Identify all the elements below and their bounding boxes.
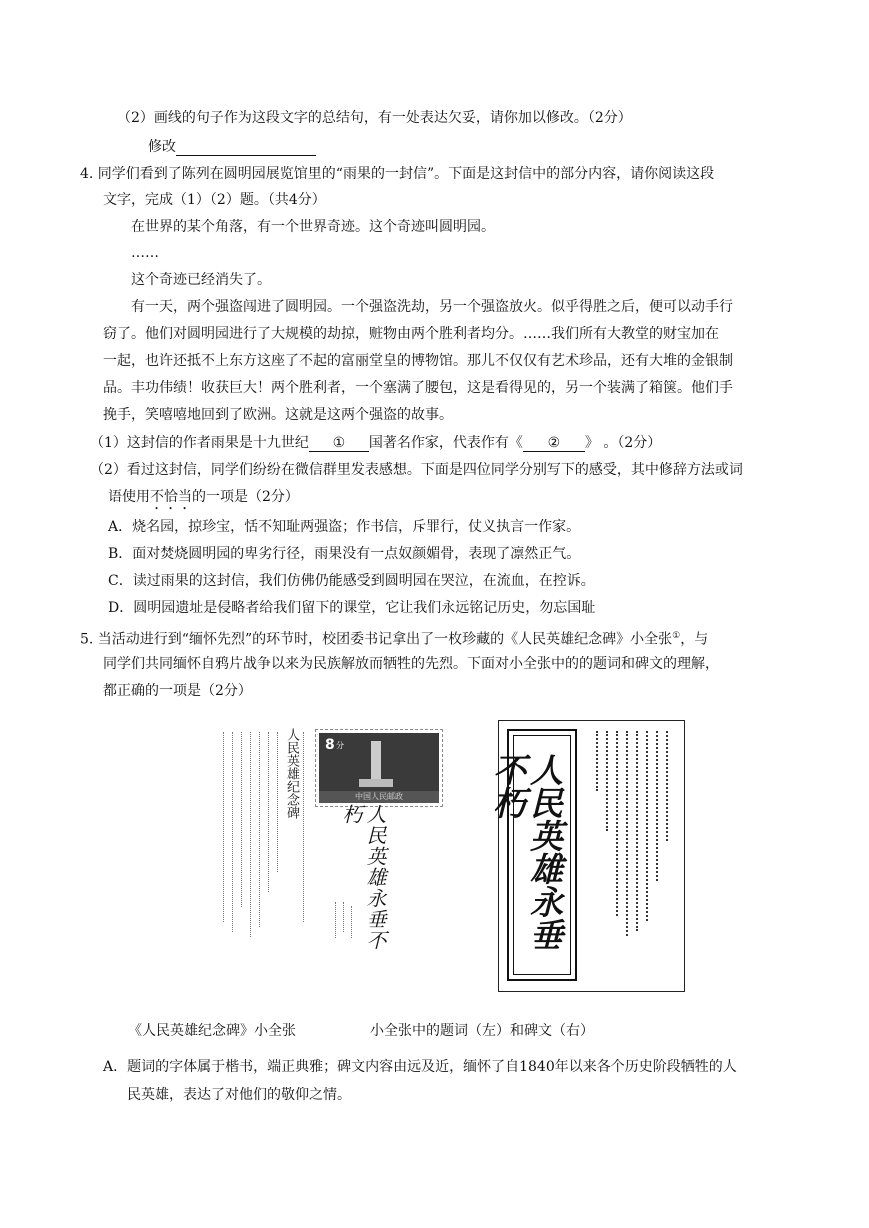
calligraphy-box xyxy=(488,729,577,981)
q5-stem-line1-post: ，与 xyxy=(680,631,709,648)
stamp-image xyxy=(316,730,442,806)
caption-right: 小全张中的题词（左）和碑文（右） xyxy=(370,1023,594,1039)
q4-excerpt-ellipsis: …… xyxy=(131,245,159,261)
q4-sub1-pre: （1）这封信的作者雨果是十九世纪 xyxy=(90,435,309,451)
calligraphy-inscription-right: 人民英雄永垂不朽 xyxy=(488,753,564,951)
q4-sub2-post: 的一项是（2分） xyxy=(192,489,299,505)
q5-stem-line3: 都正确的一项是（2分） xyxy=(103,683,252,699)
q5-option-a-line1: A．题词的字体属于楷书，端正典雅；碑文内容由远及近，缅怀了自1840年以来各个历史阶段牺牲的人 xyxy=(103,1059,737,1075)
stamp-banner: 中国人民邮政 xyxy=(319,791,439,803)
q4-stem-line1: 4. 同学们看到了陈列在圆明园展览馆里的“雨果的一封信”。下面是这封信中的部分内容，请你阅读这段 xyxy=(80,166,715,182)
q4-excerpt-p1: 在世界的某个角落，有一个世界奇迹。这个奇迹叫圆明园。 xyxy=(131,219,495,235)
q4-sub1 xyxy=(90,434,661,452)
q4-excerpt-p2: 这个奇迹已经消失了。 xyxy=(131,272,271,288)
q3-2-prompt: （2）画线的句子作为这段文字的总结句，有一处表达欠妥，请你加以修改。（2分） xyxy=(117,110,632,126)
q4-option-c: C．读过雨果的这封信，我们仿佛仍能感受到圆明园在哭泣，在流血，在控诉。 xyxy=(108,573,595,589)
q5-stem-line1 xyxy=(80,627,708,649)
stamp-unit: 分 xyxy=(336,741,344,750)
q5-footnote-mark: ① xyxy=(672,631,681,641)
q4-excerpt-p3-l3: 一起，也许还抵不上东方这座了不起的富丽堂皇的博物馆。那儿不仅仅有艺术珍品，还有大堆的金银制 xyxy=(103,353,733,369)
q3-2-fix-blank[interactable] xyxy=(176,139,316,156)
q4-stem-line2: 文字，完成（1）（2）题。（共4分） xyxy=(103,192,326,208)
q4-sub2-pre: 语使用 xyxy=(108,489,150,505)
q4-sub1-blank-2[interactable]: ② xyxy=(523,435,585,452)
q3-2-fix-line xyxy=(148,138,316,156)
q4-option-b: B．面对焚烧圆明园的卑劣行径，雨果没有一点奴颜媚骨，表现了凛然正气。 xyxy=(108,546,581,562)
q4-excerpt-p3-l2: 窃了。他们对圆明园进行了大规模的劫掠，赃物由两个胜利者均分。……我们所有大教堂的财宝加在 xyxy=(103,326,719,342)
epitaph-text xyxy=(594,731,674,981)
q3-2-fix-label: 修改 xyxy=(148,139,176,155)
inscription-epitaph-figure xyxy=(488,720,685,992)
q4-sub2-dotted-emphasis: 不恰当 xyxy=(150,489,192,505)
monument-base-icon xyxy=(359,779,393,787)
q5-option-a-line2: 民英雄，表达了对他们的敬仰之情。 xyxy=(127,1087,351,1103)
sheet-vertical-title: 人民英雄纪念碑 xyxy=(284,728,299,819)
stamp-value: 8 xyxy=(325,737,335,753)
souvenir-sheet-figure xyxy=(215,722,465,952)
q4-excerpt-p3-l1: 有一天，两个强盗闯进了圆明园。一个强盗洗劫，另一个强盗放火。似乎得胜之后，便可以动手行 xyxy=(131,299,733,315)
q4-excerpt-p3-l5: 挽手，笑嘻嘻地回到了欧洲。这就是这两个强盗的故事。 xyxy=(103,407,453,423)
q4-excerpt-p3-l4: 品。丰功伟绩！收获巨大！两个胜利者，一个塞满了腰包，这是看得见的，另一个装满了箱箧。他们手 xyxy=(103,380,733,396)
q4-sub1-blank-1[interactable]: ① xyxy=(309,435,369,452)
caption-left: 《人民英雄纪念碑》小全张 xyxy=(128,1023,296,1039)
q4-sub1-mid: 国著名作家，代表作有《 xyxy=(368,435,523,451)
q4-sub2-line1: （2）看过这封信，同学们纷纷在微信群里发表感想。下面是四位同学分别写下的感受，其中修辞方法或词 xyxy=(90,462,743,478)
q4-option-d: D．圆明园遗址是侵略者给我们留下的课堂，它让我们永远铭记历史，勿忘国耻 xyxy=(108,600,596,616)
q5-stem-line2: 同学们共同缅怀自鸦片战争以来为民族解放而牺牲的先烈。下面对小全张中的的题词和碑文的理解， xyxy=(103,656,719,672)
signature-small-text xyxy=(335,902,365,942)
inscription-small-text-left xyxy=(223,732,285,942)
q5-stem-line1-pre: 5. 当活动进行到“缅怀先烈”的环节时，校团委书记拿出了一枚珍藏的《人民英雄纪念碑》小全张 xyxy=(80,631,673,648)
calligraphy-inscription-left: 人民英雄永垂不朽 xyxy=(339,804,387,951)
q4-sub2-line2 xyxy=(108,488,299,513)
q4-sub1-post: 》 。（2分） xyxy=(584,435,662,451)
q4-option-a: A．烧名园，掠珍宝，恬不知耻两强盗；作书信，斥罪行，仗义执言一作家。 xyxy=(108,519,581,535)
inscription-small-text-mid xyxy=(303,732,314,922)
